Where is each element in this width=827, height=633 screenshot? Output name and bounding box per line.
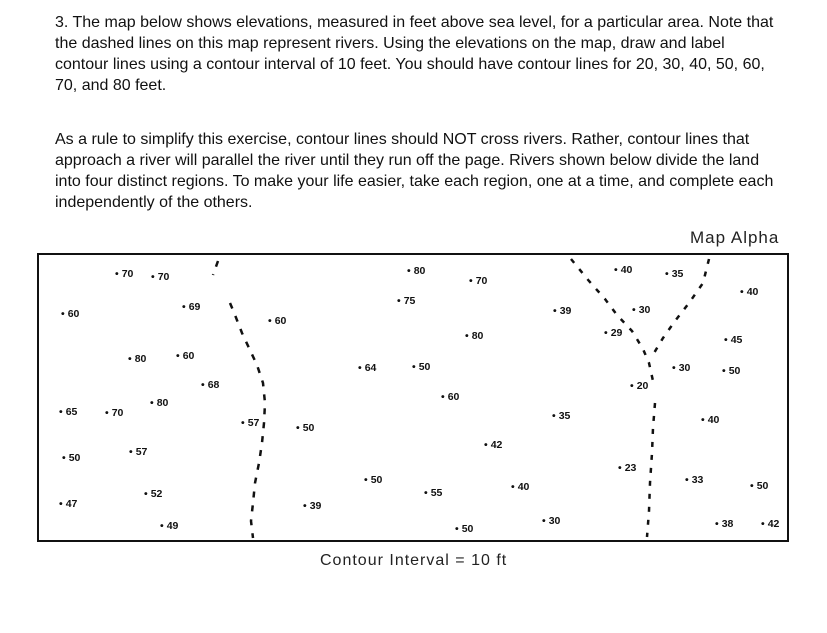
elevation-point: • 40	[614, 264, 632, 276]
river-left	[213, 261, 265, 538]
elevation-point: • 80	[128, 353, 146, 365]
elevation-point: • 55	[424, 487, 442, 499]
elevation-point: • 64	[358, 362, 376, 374]
elevation-point: • 49	[160, 520, 178, 532]
elevation-point: • 33	[685, 474, 703, 486]
elevation-point: • 80	[465, 330, 483, 342]
elevation-point: • 39	[553, 305, 571, 317]
elevation-point: • 40	[511, 481, 529, 493]
elevation-point: • 60	[176, 350, 194, 362]
elevation-point: • 30	[672, 362, 690, 374]
elevation-point: • 38	[715, 518, 733, 530]
elevation-point: • 75	[397, 295, 415, 307]
elevation-point: • 50	[62, 452, 80, 464]
elevation-point: • 57	[129, 446, 147, 458]
elevation-point: • 69	[182, 301, 200, 313]
elevation-point: • 45	[724, 334, 742, 346]
elevation-point: • 80	[150, 397, 168, 409]
elevation-point: • 50	[455, 523, 473, 535]
instructions-paragraph-1: 3. The map below shows elevations, measured in feet above sea level, for a particular area. Note that the dashed lines on this map represent rivers. Using the elevations on the map, draw and label contour lines using a contour interval of 10 feet. You should have contour lines for 20, 30, 40, 50, 60, 70, and 80 feet.	[55, 14, 774, 94]
elevation-point: • 52	[144, 488, 162, 500]
elevation-point: • 42	[761, 518, 779, 530]
elevation-point: • 20	[630, 380, 648, 392]
elevation-point: • 47	[59, 498, 77, 510]
elevation-point: • 65	[59, 406, 77, 418]
elevation-point: • 29	[604, 327, 622, 339]
elevation-point: • 70	[115, 268, 133, 280]
elevation-point: • 57	[241, 417, 259, 429]
elevation-point: • 35	[552, 410, 570, 422]
elevation-point: • 50	[412, 361, 430, 373]
elevation-point: • 23	[618, 462, 636, 474]
instructions-paragraph-2: As a rule to simplify this exercise, contour lines should NOT cross rivers. Rather, contour lines that approach a river will parallel the river until they run off the page. Rivers shown below divide the land into four distinct regions. To make your life easier, take each region, one at a time, and complete each independently of the others.	[55, 131, 774, 211]
elevation-point: • 60	[61, 308, 79, 320]
elevation-point: • 70	[151, 271, 169, 283]
elevation-point: • 30	[632, 304, 650, 316]
elevation-point: • 40	[701, 414, 719, 426]
map-title: Map Alpha	[690, 228, 780, 247]
contour-interval-caption: Contour Interval = 10 ft	[320, 552, 508, 569]
elevation-point: • 50	[364, 474, 382, 486]
elevation-point: • 60	[268, 315, 286, 327]
elevation-point: • 42	[484, 439, 502, 451]
elevation-point: • 70	[469, 275, 487, 287]
elevation-point: • 40	[740, 286, 758, 298]
elevation-point: • 70	[105, 407, 123, 419]
elevation-point: • 35	[665, 268, 683, 280]
elevation-point: • 60	[441, 391, 459, 403]
elevation-point: • 50	[296, 422, 314, 434]
elevation-point: • 80	[407, 265, 425, 277]
elevation-point: • 68	[201, 379, 219, 391]
elevation-point: • 50	[722, 365, 740, 377]
elevation-point: • 39	[303, 500, 321, 512]
elevation-point: • 50	[750, 480, 768, 492]
river-right-upper	[571, 259, 653, 381]
elevation-point: • 30	[542, 515, 560, 527]
river-right-lower	[647, 403, 655, 537]
